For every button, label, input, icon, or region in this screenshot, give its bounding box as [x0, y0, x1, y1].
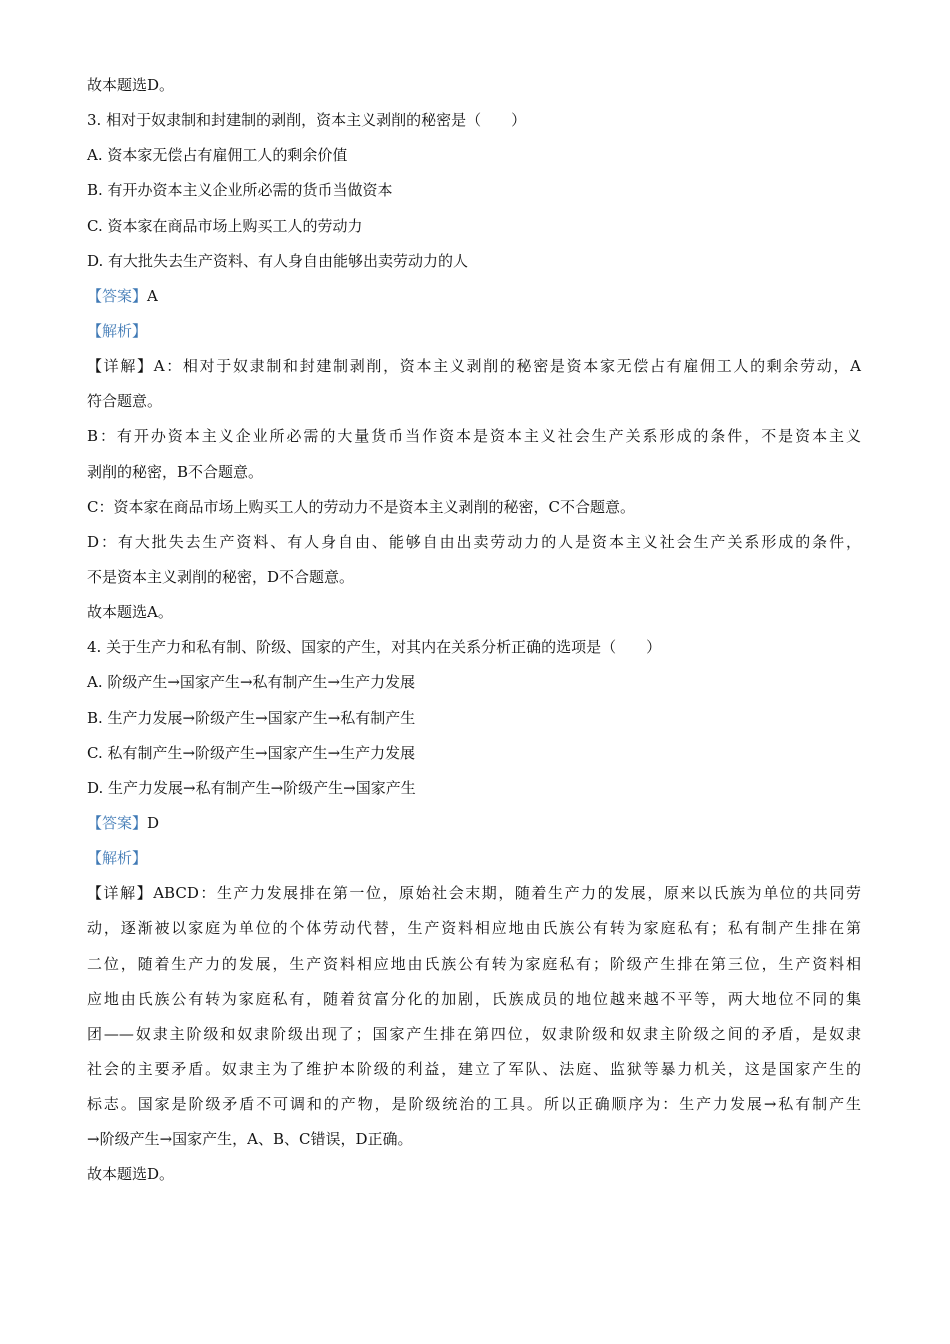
q3-detail-line: B：有开办资本主义企业所必需的大量货币当作资本是资本主义社会生产关系形成的条件，不是资本主义 — [87, 427, 861, 446]
q4-analysis-heading — [87, 845, 861, 880]
q3-analysis-heading — [87, 318, 861, 353]
answer-value: A — [147, 286, 158, 305]
q3-detail-line — [87, 353, 861, 388]
q3-option-d: D. 有大批失去生产资料、有人身自由能够出卖劳动力的人 — [87, 251, 469, 270]
q3-answer — [87, 283, 861, 318]
q4-conclusion: 故本题选D。 — [87, 1165, 175, 1184]
q4-answer — [87, 810, 861, 845]
q3-stem: 3. 相对于奴隶制和封建制的剥削，资本主义剥削的秘密是（ ） — [87, 111, 527, 130]
q3-detail-line: 符合题意。 — [87, 392, 163, 411]
analysis-tag: 【解析】 — [87, 321, 148, 340]
detail-tag: 【详解】 — [87, 357, 154, 376]
q4-option-a: A. 阶级产生→国家产生→私有制产生→生产力发展 — [87, 673, 416, 692]
q3-option-b: B. 有开办资本主义企业所必需的货币当做资本 — [87, 181, 393, 200]
q4-detail-line: 动，逐渐被以家庭为单位的个体劳动代替，生产资料相应地由氏族公有转为家庭私有；私有制产生排在第 — [87, 919, 861, 938]
detail-text: A：相对于奴隶制和封建制剥削，资本主义剥削的秘密是资本家无偿占有雇佣工人的剩余劳动，A — [153, 357, 861, 376]
q4-detail-line: 应地由氏族公有转为家庭私有，随着贫富分化的加剧，氏族成员的地位越来越不平等，两大地位不同的集 — [87, 989, 861, 1008]
answer-value: D — [147, 813, 160, 832]
q4-detail-line: 标志。国家是阶级矛盾不可调和的产物，是阶级统治的工具。所以正确顺序为：生产力发展→私有制产生 — [87, 1095, 861, 1114]
q3-option-a: A. 资本家无偿占有雇佣工人的剩余价值 — [87, 146, 348, 165]
q4-detail-line: 二位，随着生产力的发展，生产资料相应地由氏族公有转为家庭私有；阶级产生排在第三位，生产资料相 — [87, 954, 861, 973]
q4-detail-line — [87, 880, 861, 915]
detail-text: ABCD：生产力发展排在第一位，原始社会末期，随着生产力的发展，原来以氏族为单位的共同劳 — [153, 884, 861, 903]
q3-conclusion: 故本题选A。 — [87, 603, 173, 622]
q3-detail-line: C：资本家在商品市场上购买工人的劳动力不是资本主义剥削的秘密，C不合题意。 — [87, 497, 635, 516]
q3-option-c: C. 资本家在商品市场上购买工人的劳动力 — [87, 216, 363, 235]
analysis-tag: 【解析】 — [87, 849, 148, 868]
answer-tag: 【答案】 — [87, 286, 148, 305]
q4-detail-line: →阶级产生→国家产生，A、B、C错误，D正确。 — [87, 1130, 413, 1149]
q4-detail-line: 团——奴隶主阶级和奴隶阶级出现了；国家产生排在第四位，奴隶阶级和奴隶主阶级之间的矛盾，是奴隶 — [87, 1024, 861, 1043]
q4-detail-line: 社会的主要矛盾。奴隶主为了维护本阶级的利益，建立了军队、法庭、监狱等暴力机关，这是国家产生的 — [87, 1059, 861, 1078]
q4-option-d: D. 生产力发展→私有制产生→阶级产生→国家产生 — [87, 778, 416, 797]
q3-detail-line: 剥削的秘密，B不合题意。 — [87, 462, 264, 481]
answer-tag: 【答案】 — [87, 813, 148, 832]
q3-detail-line: 不是资本主义剥削的秘密，D不合题意。 — [87, 567, 355, 586]
detail-tag: 【详解】 — [87, 884, 154, 903]
q3-detail-line: D：有大批失去生产资料、有人身自由、能够自由出卖劳动力的人是资本主义社会生产关系形成的条件， — [87, 532, 861, 551]
document-page — [87, 72, 861, 1197]
q4-option-c: C. 私有制产生→阶级产生→国家产生→生产力发展 — [87, 743, 416, 762]
q4-option-b: B. 生产力发展→阶级产生→国家产生→私有制产生 — [87, 708, 416, 727]
q2-conclusion: 故本题选D。 — [87, 76, 175, 94]
q4-stem: 4. 关于生产力和私有制、阶级、国家的产生，对其内在关系分析正确的选项是（ ） — [87, 638, 662, 657]
